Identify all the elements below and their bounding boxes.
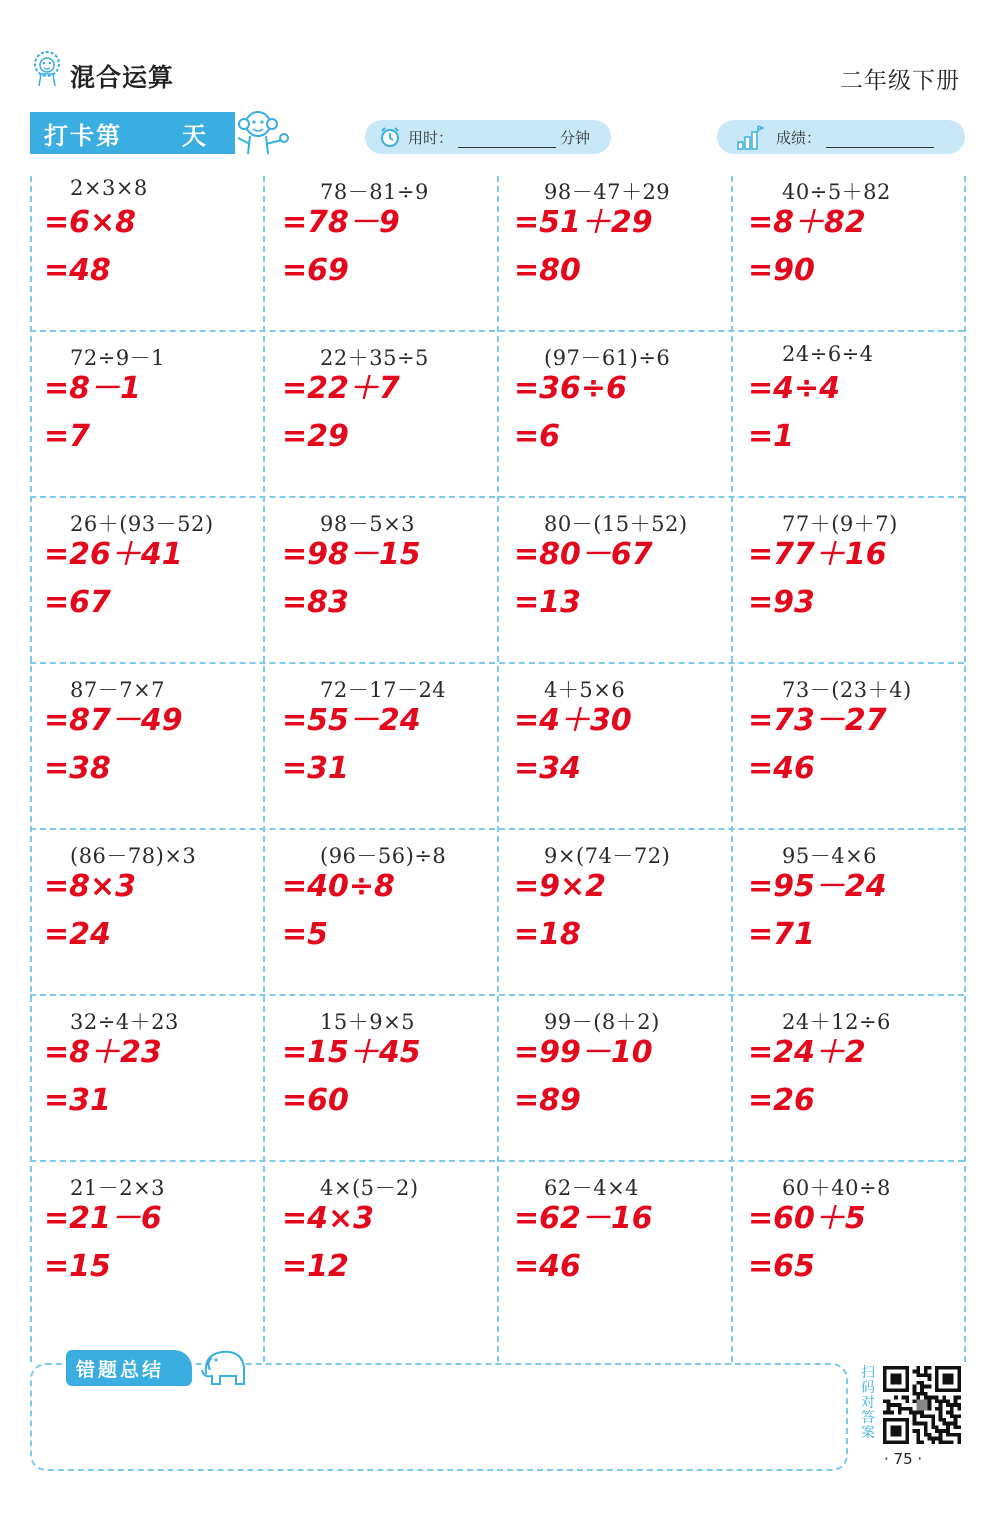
- score-blank[interactable]: [826, 146, 934, 148]
- work-step-2: =90: [748, 253, 815, 288]
- row-divider: [30, 496, 964, 498]
- page-number: · 75 ·: [884, 1450, 923, 1468]
- problem-expression: 21－2×3: [70, 1176, 166, 1200]
- work-step-1: =8×3: [44, 869, 137, 904]
- grid-line-left: [30, 176, 32, 1362]
- time-blank[interactable]: [458, 146, 556, 148]
- work-step-2: =48: [44, 253, 111, 288]
- work-step-1: =55－24: [282, 703, 421, 738]
- work-step-1: =62－16: [514, 1201, 653, 1236]
- work-step-2: =7: [44, 419, 91, 454]
- subject-title: 混合运算: [70, 63, 175, 92]
- row-divider: [30, 994, 964, 996]
- work-step-1: =78－9: [282, 205, 400, 240]
- grid-line-col1: [263, 176, 265, 1362]
- work-step-2: =31: [44, 1083, 111, 1118]
- work-step-2: =60: [282, 1083, 349, 1118]
- monkey-icon: [228, 104, 292, 160]
- problem-expression: 99－(8＋2): [544, 1010, 660, 1034]
- work-step-1: =4＋30: [514, 703, 632, 738]
- work-step-1: =21－6: [44, 1201, 162, 1236]
- problem-expression: 2×3×8: [70, 176, 148, 200]
- work-step-1: =26＋41: [44, 537, 183, 572]
- work-step-1: =22＋7: [282, 371, 400, 406]
- problem-expression: 40÷5＋82: [782, 180, 891, 204]
- score-chart-icon: [736, 124, 764, 150]
- problem-expression: 98－5×3: [320, 512, 416, 536]
- work-step-1: =73－27: [748, 703, 887, 738]
- work-step-2: =6: [514, 419, 561, 454]
- work-step-2: =80: [514, 253, 581, 288]
- work-step-1: =77＋16: [748, 537, 887, 572]
- work-step-2: =93: [748, 585, 815, 620]
- qr-code-icon[interactable]: [880, 1366, 964, 1444]
- problem-expression: 78－81÷9: [320, 180, 429, 204]
- work-step-2: =13: [514, 585, 581, 620]
- work-step-2: =12: [282, 1249, 349, 1284]
- work-step-2: =34: [514, 751, 581, 786]
- problem-expression: 9×(74－72): [544, 844, 671, 868]
- work-step-1: =36÷6: [514, 371, 627, 406]
- problem-expression: 60＋40÷8: [782, 1176, 891, 1200]
- problem-expression: 32÷4＋23: [70, 1010, 179, 1034]
- problem-expression: 26＋(93－52): [70, 512, 214, 536]
- row-divider: [30, 1160, 964, 1162]
- problem-expression: (96－56)÷8: [320, 844, 447, 868]
- problem-expression: 62－4×4: [544, 1176, 640, 1200]
- work-step-1: =24＋2: [748, 1035, 866, 1070]
- work-step-1: =60＋5: [748, 1201, 866, 1236]
- work-step-2: =5: [282, 917, 329, 952]
- lion-logo-icon: [30, 50, 64, 88]
- work-step-1: =9×2: [514, 869, 607, 904]
- problem-expression: 72－17－24: [320, 678, 447, 702]
- alarm-clock-icon: [378, 125, 402, 149]
- problem-expression: 77＋(9＋7): [782, 512, 898, 536]
- mistake-summary-label: 错题总结: [76, 1359, 165, 1381]
- work-step-1: =15＋45: [282, 1035, 421, 1070]
- row-divider: [30, 828, 964, 830]
- checkin-day-label: 天: [182, 122, 206, 150]
- work-step-2: =38: [44, 751, 111, 786]
- checkin-label: 打卡第: [44, 122, 122, 150]
- problem-expression: 80－(15＋52): [544, 512, 688, 536]
- problem-expression: 24＋12÷6: [782, 1010, 891, 1034]
- work-step-1: =40÷8: [282, 869, 395, 904]
- row-divider: [30, 662, 964, 664]
- work-step-1: =98－15: [282, 537, 421, 572]
- work-step-1: =87－49: [44, 703, 183, 738]
- work-step-2: =89: [514, 1083, 581, 1118]
- work-step-1: =99－10: [514, 1035, 653, 1070]
- work-step-2: =1: [748, 419, 795, 454]
- work-step-2: =15: [44, 1249, 111, 1284]
- work-step-1: =4÷4: [748, 371, 841, 406]
- work-step-1: =95－24: [748, 869, 887, 904]
- problem-expression: 15＋9×5: [320, 1010, 416, 1034]
- work-step-2: =71: [748, 917, 815, 952]
- problem-expression: (97－61)÷6: [544, 346, 671, 370]
- problem-expression: (86－78)×3: [70, 844, 197, 868]
- problem-expression: 73－(23＋4): [782, 678, 912, 702]
- problem-expression: 72÷9－1: [70, 346, 166, 370]
- grade-label: 二年级下册: [840, 68, 960, 94]
- elephant-icon: [198, 1344, 250, 1388]
- time-unit: 分钟: [560, 129, 591, 147]
- score-label: 成绩：: [776, 129, 822, 147]
- work-step-2: =67: [44, 585, 111, 620]
- work-step-1: =80－67: [514, 537, 653, 572]
- work-step-2: =18: [514, 917, 581, 952]
- work-step-2: =24: [44, 917, 111, 952]
- time-label: 用时：: [408, 129, 454, 147]
- problem-expression: 4×(5－2): [320, 1176, 419, 1200]
- problem-expression: 24÷6÷4: [782, 342, 874, 366]
- work-step-2: =69: [282, 253, 349, 288]
- work-step-1: =4×3: [282, 1201, 375, 1236]
- work-step-2: =83: [282, 585, 349, 620]
- grid-line-right: [964, 176, 966, 1362]
- work-step-1: =6×8: [44, 205, 137, 240]
- work-step-2: =46: [514, 1249, 581, 1284]
- grid-line-col2: [497, 176, 499, 1362]
- work-step-2: =65: [748, 1249, 815, 1284]
- grid-line-col3: [731, 176, 733, 1362]
- problem-expression: 22＋35÷5: [320, 346, 429, 370]
- work-step-1: =8＋82: [748, 205, 866, 240]
- row-divider: [30, 330, 964, 332]
- scan-for-answers-label: 扫码对答案: [861, 1365, 875, 1441]
- problem-expression: 95－4×6: [782, 844, 878, 868]
- problem-expression: 98－47＋29: [544, 180, 671, 204]
- work-step-2: =26: [748, 1083, 815, 1118]
- problem-expression: 87－7×7: [70, 678, 166, 702]
- work-step-1: =8＋23: [44, 1035, 162, 1070]
- work-step-2: =46: [748, 751, 815, 786]
- work-step-1: =51＋29: [514, 205, 653, 240]
- problem-expression: 4＋5×6: [544, 678, 626, 702]
- work-step-1: =8－1: [44, 371, 141, 406]
- work-step-2: =29: [282, 419, 349, 454]
- work-step-2: =31: [282, 751, 349, 786]
